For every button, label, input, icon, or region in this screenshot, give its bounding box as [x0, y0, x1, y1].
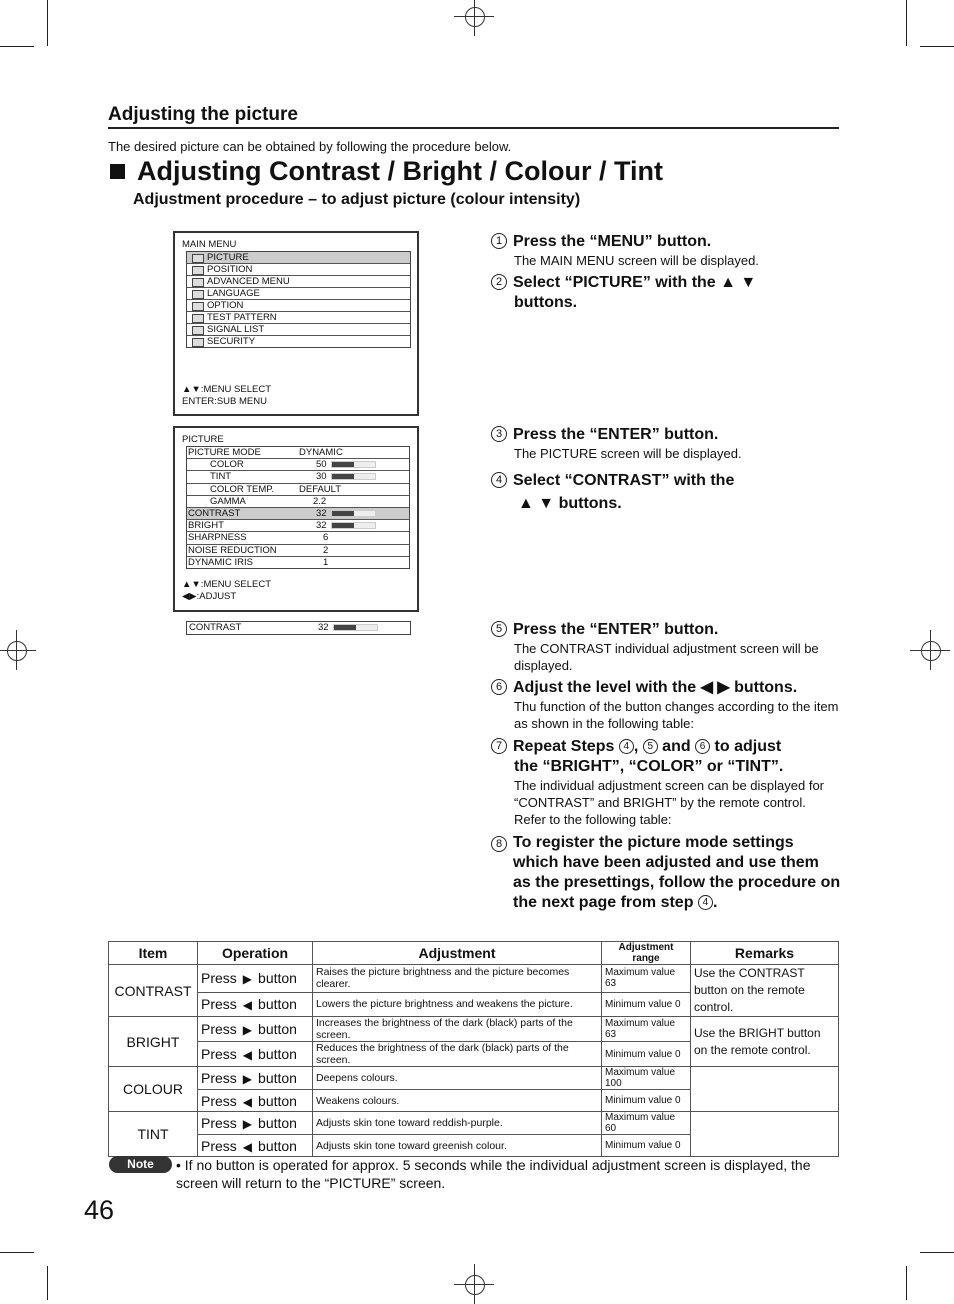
main-menu-item[interactable] [187, 300, 410, 312]
step-2 [491, 273, 841, 313]
table-item-cell: TINT [109, 1112, 198, 1157]
step-6 [491, 678, 841, 732]
step-1 [491, 232, 841, 269]
step-3-heading: Press the “ENTER” button. [513, 426, 719, 443]
picture-menu-row-label: COLOR TEMP. [210, 483, 275, 495]
step-7-heading-c: to adjust [714, 738, 782, 755]
table-adjustment-cell: Lowers the picture brightness and weakens the picture. [313, 992, 602, 1016]
step-3-body: The PICTURE screen will be displayed. [514, 446, 742, 461]
operation-press-label: Press [201, 1137, 237, 1154]
square-bullet-icon [110, 164, 125, 179]
main-menu-item-label: OPTION [207, 300, 244, 311]
step-number: 7 [491, 738, 507, 754]
step-5-heading: Press the “ENTER” button. [513, 621, 719, 638]
table-range-cell: Maximum value 60 [602, 1112, 691, 1135]
table-adjustment-cell: Increases the brightness of the dark (black) parts of the screen. [313, 1017, 602, 1042]
picture-menu-row-value: 32 [316, 520, 327, 532]
step-ref-4: 4 [698, 895, 713, 910]
step-8-heading: To register the picture mode settings which have been adjusted and use them as the presettings, follow the procedure on the next page from step [513, 834, 841, 911]
step-2-heading: Select “PICTURE” with the ▲ ▼ [513, 274, 757, 291]
picture-menu-row-value: 6 [323, 532, 329, 544]
main-menu-footer-select: ▲▼:MENU SELECT [182, 384, 272, 395]
picture-menu-header: PICTURE [182, 434, 224, 445]
picture-menu-row-label: DYNAMIC IRIS [188, 556, 253, 568]
step-7-heading-cont: the “BRIGHT”, “COLOR” or “TINT”. [514, 758, 784, 775]
picture-menu-footer-adjust: ◀▶:ADJUST [182, 591, 237, 602]
operation-press-label: Press [201, 970, 237, 987]
picture-menu-row[interactable] [187, 557, 409, 568]
step-4 [491, 469, 841, 515]
step-8: 8 To register the picture mode settings which have been adjusted and use them as the presettings, follow the procedure on the next page from step 4 . [491, 833, 841, 913]
step-7-heading-b: and [662, 738, 691, 755]
operation-press-label: Press [201, 1046, 237, 1062]
picture-menu-row[interactable] [187, 496, 409, 508]
contrast-adjust-level-bar [333, 624, 378, 631]
main-menu-screen [173, 231, 419, 416]
picture-menu-row-label: COLOR [210, 459, 244, 471]
registration-mark [454, 1264, 494, 1304]
picture-menu-footer-select: ▲▼:MENU SELECT [182, 579, 272, 590]
picture-menu-row-value: 32 [316, 507, 327, 519]
picture-menu-row-value: 2.2 [313, 495, 327, 507]
crop-mark [920, 46, 954, 47]
operation-press-label: Press [201, 1021, 237, 1037]
step-ref-5: 5 [643, 739, 658, 754]
picture-menu-row-value: DYNAMIC [299, 447, 343, 458]
picture-menu-row-value: DEFAULT [299, 483, 342, 495]
main-menu-item-label: SECURITY [207, 336, 256, 347]
main-menu-item-label: ADVANCED MENU [207, 276, 290, 287]
registration-mark [910, 630, 950, 670]
step-number: 2 [491, 274, 507, 290]
operation-press-label: Press [201, 1092, 237, 1109]
main-menu-item-label: POSITION [207, 264, 253, 275]
picture-menu-list [186, 446, 410, 569]
crop-mark [47, 0, 48, 46]
right-arrow-icon: ▶ [242, 972, 253, 987]
table-operation-cell [198, 1042, 313, 1067]
step-ref-4: 4 [619, 739, 634, 754]
main-menu-item-label: LANGUAGE [207, 288, 260, 299]
picture-menu-row-level-bar [331, 522, 376, 529]
advanced-menu-icon [192, 278, 204, 287]
step-6-heading: Adjust the level with the ◀ ▶ buttons. [513, 679, 798, 696]
table-remarks-cell [691, 1067, 839, 1112]
picture-menu-row[interactable] [187, 508, 409, 520]
picture-menu-row-level-bar [331, 461, 376, 468]
picture-menu-row[interactable] [187, 459, 409, 471]
picture-menu-row-label: GAMMA [210, 495, 246, 507]
note-badge: Note [109, 1156, 172, 1173]
table-adjustment-cell: Raises the picture brightness and the picture becomes clearer. [313, 965, 602, 993]
right-arrow-icon: ▶ [242, 1023, 253, 1037]
contrast-adjust-value: 32 [318, 622, 329, 633]
operation-button-label: button [258, 1137, 297, 1154]
table-item-cell: CONTRAST [109, 965, 198, 1017]
registration-mark [0, 630, 36, 670]
step-1-heading: Press the “MENU” button. [513, 233, 712, 250]
security-icon [192, 338, 204, 347]
step-number: 3 [491, 426, 507, 442]
step-number: 1 [491, 233, 507, 249]
picture-menu-row[interactable] [187, 545, 409, 557]
note-text: • If no button is operated for approx. 5 seconds while the individual adjustment screen is displayed, the screen will return to the “PICTURE” screen. [176, 1157, 811, 1191]
picture-menu-row-level-bar [331, 510, 376, 517]
sub-title: Adjustment procedure – to adjust picture (colour intensity) [133, 191, 581, 208]
header-operation: Operation [198, 942, 313, 965]
step-2-heading-cont: buttons. [514, 294, 578, 311]
table-row [109, 965, 839, 993]
picture-menu-row[interactable] [187, 471, 409, 483]
operation-button-label: button [258, 1021, 297, 1037]
table-adjustment-cell: Adjusts skin tone toward greenish colour. [313, 1135, 602, 1157]
table-header-row [109, 942, 839, 965]
step-3 [491, 425, 841, 462]
operation-press-label: Press [201, 996, 237, 1013]
crop-mark [920, 1252, 954, 1253]
intro-text: The desired picture can be obtained by following the procedure below. [108, 139, 512, 154]
main-menu-item[interactable] [187, 288, 410, 300]
operation-button-label: button [258, 996, 297, 1013]
right-arrow-icon: ▶ [242, 1072, 253, 1086]
step-5 [491, 620, 841, 674]
step-number: 4 [491, 472, 507, 488]
main-menu-item[interactable] [187, 252, 410, 264]
page-number: 46 [84, 1195, 115, 1225]
table-range-cell: Minimum value 0 [602, 1135, 691, 1157]
signal-list-icon [192, 326, 204, 335]
option-icon [192, 302, 204, 311]
operation-button-label: button [258, 1115, 297, 1131]
main-menu-item-label: PICTURE [207, 252, 249, 263]
step-number: 5 [491, 621, 507, 637]
left-arrow-icon: ◀ [242, 1139, 253, 1154]
table-operation-cell [198, 1017, 313, 1042]
table-row [109, 1017, 839, 1042]
main-menu-item-label: SIGNAL LIST [207, 324, 265, 335]
section-rule [108, 127, 839, 129]
left-arrow-icon: ◀ [242, 1048, 253, 1062]
table-operation-cell [198, 1112, 313, 1135]
header-item: Item [109, 942, 198, 965]
table-row [109, 1067, 839, 1090]
main-menu-list [186, 251, 411, 348]
main-menu-item[interactable] [187, 312, 410, 324]
main-menu-header: MAIN MENU [182, 239, 237, 250]
picture-icon [192, 254, 204, 263]
step-4-heading: Select “CONTRAST” with the [513, 472, 735, 489]
operation-button-label: button [258, 970, 297, 987]
picture-menu-row-label: PICTURE MODE [188, 447, 261, 458]
table-adjustment-cell: Deepens colours. [313, 1067, 602, 1090]
crop-mark [906, 0, 907, 46]
table-adjustment-cell: Reduces the brightness of the dark (black) parts of the screen. [313, 1042, 602, 1067]
header-adjustment: Adjustment [313, 942, 602, 965]
header-adjustment-range: Adjustment range [602, 942, 691, 965]
table-operation-cell [198, 1135, 313, 1157]
main-menu-item[interactable] [187, 276, 410, 288]
main-menu-item-label: TEST PATTERN [207, 312, 277, 323]
step-5-body: The CONTRAST individual adjustment screen will be displayed. [514, 641, 819, 673]
step-7-body: The individual adjustment screen can be displayed for “CONTRAST” and BRIGHT” by the remote control. Refer to the following table: [514, 778, 825, 827]
step-6-body: Thu function of the button changes according to the item as shown in the following table: [514, 699, 839, 731]
picture-menu-row[interactable] [187, 532, 409, 544]
step-4-heading-cont: ▲ ▼ buttons. [518, 495, 622, 512]
picture-menu-row[interactable] [187, 447, 409, 459]
picture-menu-row-label: NOISE REDUCTION [188, 544, 277, 556]
table-remarks-cell: Use the CONTRAST button on the remote control. [691, 965, 839, 1017]
table-operation-cell [198, 1090, 313, 1112]
table-range-cell: Maximum value 63 [602, 1017, 691, 1042]
table-range-cell: Minimum value 0 [602, 1090, 691, 1112]
picture-menu-row[interactable] [187, 484, 409, 496]
picture-menu-row-value: 50 [316, 459, 327, 471]
picture-menu-row[interactable] [187, 520, 409, 532]
step-7-heading-a: Repeat Steps [513, 738, 615, 755]
contrast-adjust-label: CONTRAST [189, 622, 242, 633]
main-menu-item[interactable] [187, 264, 410, 276]
picture-menu-row-label: TINT [210, 471, 232, 483]
table-item-cell: COLOUR [109, 1067, 198, 1112]
crop-mark [906, 1266, 907, 1300]
operation-button-label: button [258, 1070, 297, 1086]
picture-menu-row-label: CONTRAST [188, 507, 241, 519]
picture-menu-row-label: BRIGHT [188, 520, 224, 532]
adjustment-table [108, 941, 839, 1157]
table-range-cell: Maximum value 100 [602, 1067, 691, 1090]
table-range-cell: Maximum value 63 [602, 965, 691, 993]
operation-press-label: Press [201, 1070, 237, 1086]
table-adjustment-cell: Weakens colours. [313, 1090, 602, 1112]
main-menu-item[interactable] [187, 336, 410, 347]
registration-mark [454, 0, 494, 36]
step-1-body: The MAIN MENU screen will be displayed. [514, 253, 759, 268]
table-range-cell: Minimum value 0 [602, 992, 691, 1016]
crop-mark [0, 1252, 34, 1253]
picture-menu-row-value: 2 [323, 544, 329, 556]
picture-menu-screen [173, 426, 419, 612]
main-title-text: Adjusting Contrast / Bright / Colour / Tint [137, 156, 663, 186]
step-number: 8 [491, 836, 507, 852]
section-title: Adjusting the picture [108, 104, 298, 125]
left-arrow-icon: ◀ [242, 998, 253, 1013]
operation-button-label: button [258, 1092, 297, 1109]
picture-menu-row-value: 1 [323, 556, 329, 568]
header-remarks: Remarks [691, 942, 839, 965]
table-operation-cell [198, 992, 313, 1016]
table-range-cell: Minimum value 0 [602, 1042, 691, 1067]
step-7: 7 Repeat Steps 4 , 5 and 6 to adjust the “BRIGHT”, “COLOR” or “TINT”. The individual adjustment screen can be displayed for “CONTRAST” and BRIGHT” by the remote control. Refer to the following table: [491, 737, 841, 828]
contrast-adjust-screen [186, 621, 411, 635]
operation-press-label: Press [201, 1115, 237, 1131]
step-number: 6 [491, 679, 507, 695]
main-title [110, 156, 663, 187]
crop-mark [0, 46, 34, 47]
test-pattern-icon [192, 314, 204, 323]
main-menu-footer-enter: ENTER:SUB MENU [182, 396, 267, 407]
table-row [109, 1112, 839, 1135]
left-arrow-icon: ◀ [242, 1094, 253, 1109]
step-ref-6: 6 [695, 739, 710, 754]
picture-menu-row-level-bar [331, 473, 376, 480]
table-remarks-cell [691, 1112, 839, 1157]
right-arrow-icon: ▶ [242, 1117, 253, 1131]
operation-button-label: button [258, 1046, 297, 1062]
table-operation-cell [198, 965, 313, 993]
picture-menu-row-value: 30 [316, 471, 327, 483]
crop-mark [47, 1266, 48, 1300]
main-menu-item[interactable] [187, 324, 410, 336]
table-adjustment-cell: Adjusts skin tone toward reddish-purple. [313, 1112, 602, 1135]
table-item-cell: BRIGHT [109, 1017, 198, 1067]
position-icon [192, 266, 204, 275]
table-remarks-cell: Use the BRIGHT button on the remote control. [691, 1017, 839, 1067]
picture-menu-row-label: SHARPNESS [188, 532, 247, 544]
language-icon [192, 290, 204, 299]
table-operation-cell [198, 1067, 313, 1090]
